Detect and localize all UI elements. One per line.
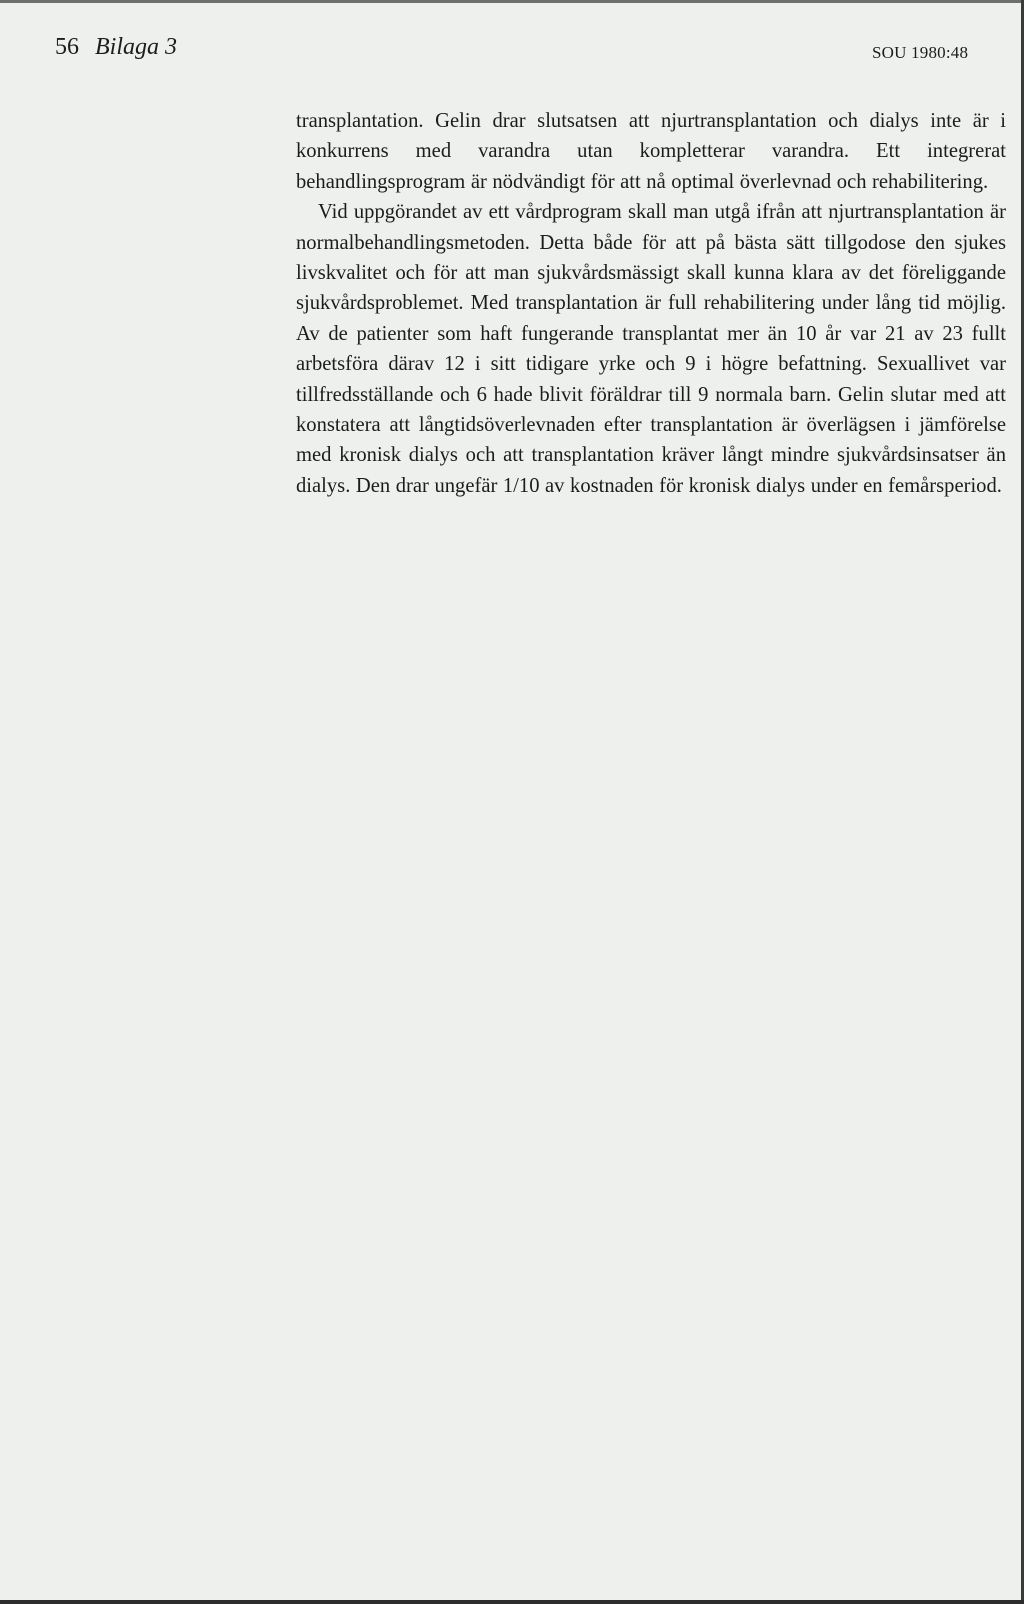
page-top-edge [0,0,1024,3]
section-label: Bilaga 3 [95,34,177,60]
page-number: 56 [55,34,79,60]
paragraph-2: Vid uppgörandet av ett vårdprogram skall man utgå ifrån att njurtransplantation är normalbehandlingsmetoden. Detta både för att på bästa sätt tillgodose den sjukes livskvalitet och för att man sjukvårdsmässigt skall kunna klara av det föreliggande sjukvårdsproblemet. Med transplantation är full rehabilitering under lång tid möjlig. Av de patienter som haft fungerande transplantat mer än 10 år var 21 av 23 fullt arbetsföra därav 12 i sitt tidigare yrke och 9 i högre befattning. Sexuallivet var tillfredsställande och 6 hade blivit föräldrar till 9 normala barn. Gelin slutar med att konstatera att långtidsöverlevnaden efter transplantation är överlägsen i jämförelse med kronisk dialys och att transplantation kräver långt mindre sjukvårdsinsatser än dialys. Den drar ungefär 1/10 av kostnaden för kronisk dialys under en femårsperiod. [296,201,1006,497]
page-bottom-edge [0,1600,1024,1604]
body-text [296,106,1006,501]
document-reference: SOU 1980:48 [872,43,969,62]
running-header-left [55,34,177,61]
paragraph-1: transplantation. Gelin drar slutsatsen att njurtransplantation och dialys inte är i konkurrens med varandra utan kompletterar varandra. Ett integrerat behandlingsprogram är nödvändigt för att nå optimal överlevnad och rehabilitering. [296,110,1006,193]
